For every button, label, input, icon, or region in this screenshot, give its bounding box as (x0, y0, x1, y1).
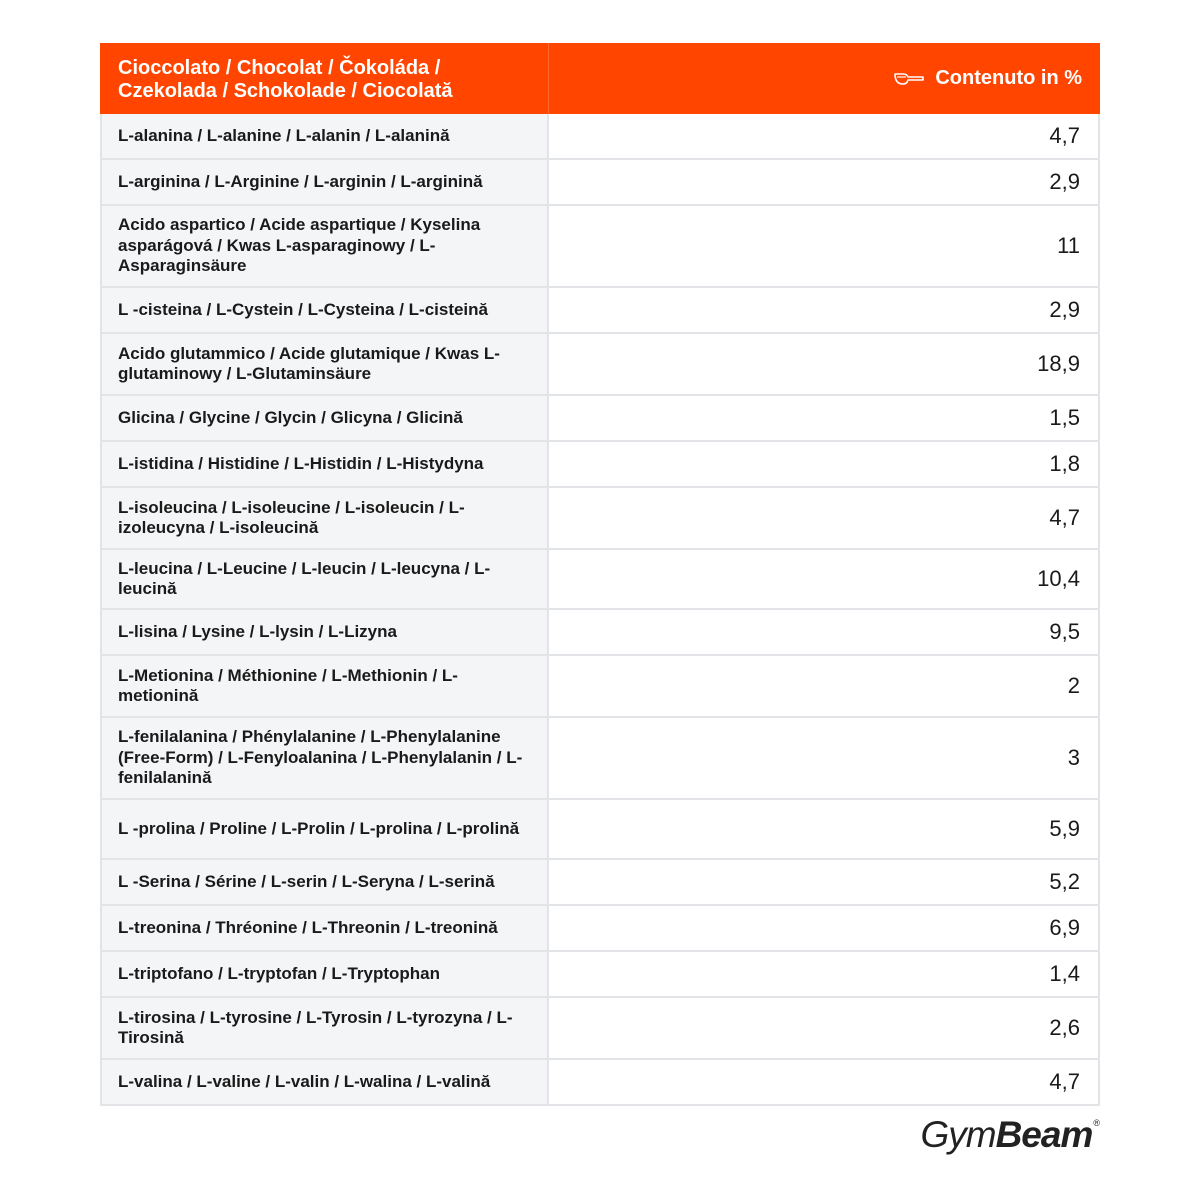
amino-acid-value: 5,9 (549, 800, 1098, 858)
amino-acid-value: 1,8 (549, 442, 1098, 486)
amino-acid-name: L-treonina / Thréonine / L-Threonin / L-treonină (102, 906, 549, 950)
amino-acid-value: 2,9 (549, 160, 1098, 204)
table-row (102, 654, 1098, 716)
amino-acid-value: 4,7 (549, 488, 1098, 548)
table-row (102, 204, 1098, 286)
table-header (100, 43, 1100, 114)
amino-acid-value: 2,9 (549, 288, 1098, 332)
table-row (102, 996, 1098, 1058)
amino-acid-name: L-leucina / L-Leucine / L-leucin / L-leucyna / L-leucină (102, 550, 549, 608)
amino-acid-value: 2 (549, 656, 1098, 716)
table-row (102, 798, 1098, 858)
table-row (102, 548, 1098, 608)
table-row (102, 716, 1098, 798)
amino-acid-value: 10,4 (549, 550, 1098, 608)
amino-acid-name: Acido glutammico / Acide glutamique / Kwas L-glutaminowy / L-Glutaminsäure (102, 334, 549, 394)
amino-acid-name: L-alanina / L-alanine / L-alanin / L-alanină (102, 114, 549, 158)
amino-acid-value: 6,9 (549, 906, 1098, 950)
header-flavor-line1: Cioccolato / Chocolat / Čokoláda / (118, 57, 441, 79)
table-body (102, 114, 1098, 1104)
amino-acid-value: 1,5 (549, 396, 1098, 440)
amino-acid-name: L-arginina / L-Arginine / L-arginin / L-arginină (102, 160, 549, 204)
table-row (102, 114, 1098, 158)
table-row (102, 904, 1098, 950)
amino-acid-name: L -Serina / Sérine / L-serin / L-Seryna / L-serină (102, 860, 549, 904)
amino-acid-name: L-tirosina / L-tyrosine / L-Tyrosin / L-tyrozyna / L-Tirosină (102, 998, 549, 1058)
table-row (102, 486, 1098, 548)
amino-acid-value: 1,4 (549, 952, 1098, 996)
amino-acid-name: L-fenilalanina / Phénylalanine / L-Phenylalanine (Free-Form) / L-Fenyloalanina / L-Phenylalanin / L-fenilalanină (102, 718, 549, 798)
amino-acid-name: L-isoleucina / L-isoleucine / L-isoleucin / L-izoleucyna / L-isoleucină (102, 488, 549, 548)
amino-acid-name: L-istidina / Histidine / L-Histidin / L-Histydyna (102, 442, 549, 486)
amino-acid-name: L-lisina / Lysine / L-lysin / L-Lizyna (102, 610, 549, 654)
amino-acid-value: 2,6 (549, 998, 1098, 1058)
amino-acid-name: Glicina / Glycine / Glycin / Glicyna / Glicină (102, 396, 549, 440)
logo-text-beam: Beam (995, 1114, 1093, 1155)
header-value-text: Contenuto in % (935, 67, 1082, 89)
table-row (102, 608, 1098, 654)
header-flavor-line2: Czekolada / Schokolade / Ciocolată (118, 80, 453, 102)
amino-acid-value: 9,5 (549, 610, 1098, 654)
amino-acid-table (100, 43, 1100, 1106)
amino-acid-value: 3 (549, 718, 1098, 798)
gymbeam-logo (920, 1114, 1100, 1156)
amino-acid-value: 18,9 (549, 334, 1098, 394)
table-row (102, 858, 1098, 904)
amino-acid-name: L -cisteina / L-Cystein / L-Cysteina / L-cisteină (102, 288, 549, 332)
logo-text-gym: Gym (920, 1114, 996, 1155)
amino-acid-name: L-valina / L-valine / L-valin / L-walina / L-valină (102, 1060, 549, 1104)
amino-acid-name: L -prolina / Proline / L-Prolin / L-prolina / L-prolină (102, 800, 549, 858)
table-row (102, 950, 1098, 996)
scoop-icon (893, 70, 925, 88)
amino-acid-name: L-triptofano / L-tryptofan / L-Tryptophan (102, 952, 549, 996)
table-row (102, 440, 1098, 486)
table-row (102, 286, 1098, 332)
table-row (102, 332, 1098, 394)
amino-acid-value: 4,7 (549, 114, 1098, 158)
table-row (102, 158, 1098, 204)
table-row (102, 394, 1098, 440)
logo-registered-mark: ® (1093, 1118, 1100, 1128)
amino-acid-value: 4,7 (549, 1060, 1098, 1104)
table-row (102, 1058, 1098, 1104)
amino-acid-name: Acido aspartico / Acide aspartique / Kyselina asparágová / Kwas L-asparaginowy / L-Asparaginsäure (102, 206, 549, 286)
header-flavor-label (100, 43, 549, 114)
amino-acid-name: L-Metionina / Méthionine / L-Methionin / L-metionină (102, 656, 549, 716)
amino-acid-value: 11 (549, 206, 1098, 286)
amino-acid-value: 5,2 (549, 860, 1098, 904)
header-value-label (549, 43, 1100, 114)
